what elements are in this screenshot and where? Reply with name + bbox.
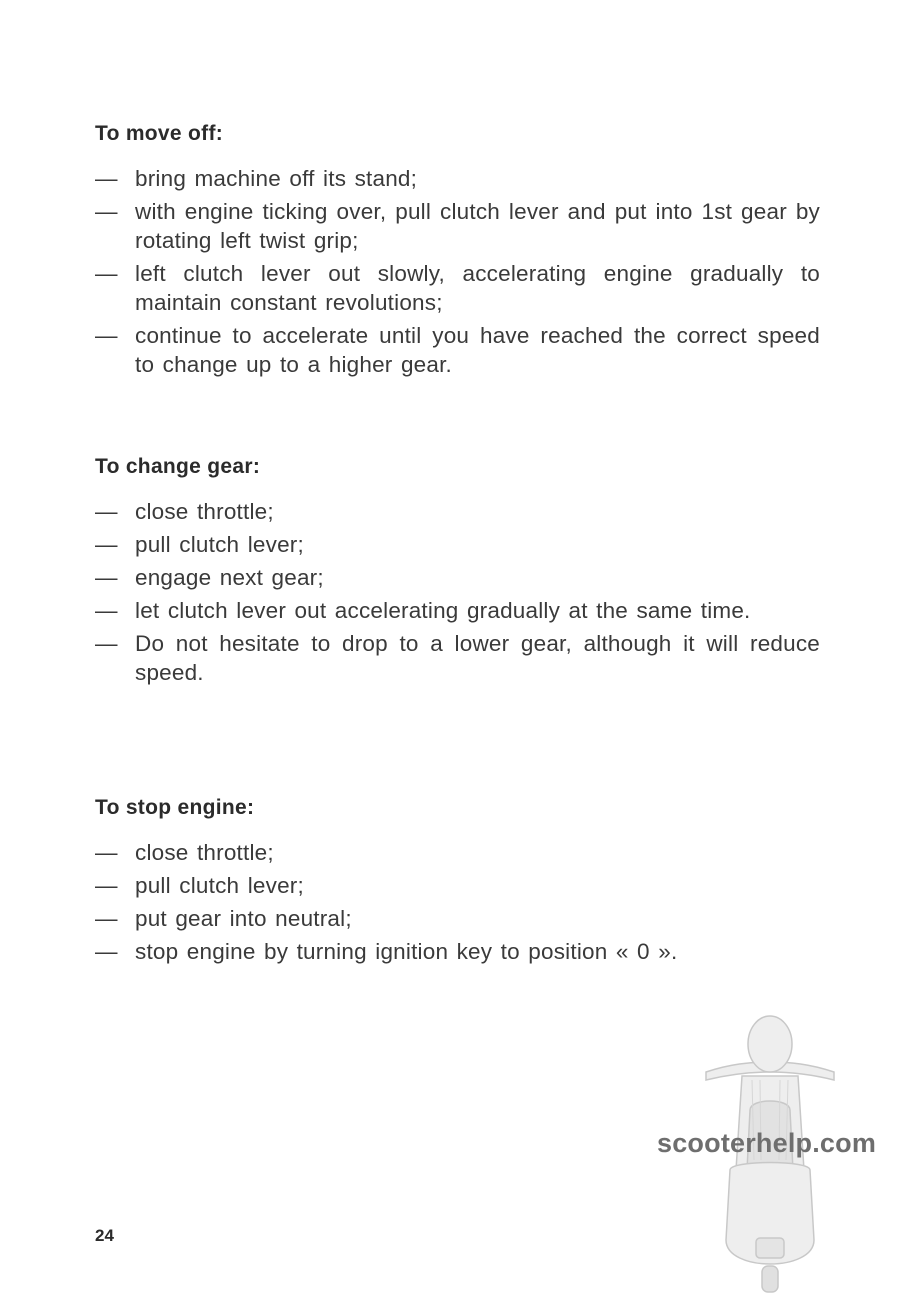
- step-text: left clutch lever out slowly, accelerating engine gradually to maintain constant revolutions;: [135, 261, 820, 315]
- step-text: with engine ticking over, pull clutch lever and put into 1st gear by rotating left twist grip;: [135, 199, 820, 253]
- dash-bullet: —: [95, 199, 118, 224]
- step-text: engage next gear;: [135, 565, 324, 590]
- stop-engine-steps: [95, 838, 820, 966]
- dash-bullet: —: [95, 873, 118, 898]
- list-item: [95, 164, 820, 193]
- section-stop-engine: [95, 796, 820, 970]
- dash-bullet: —: [95, 499, 118, 524]
- list-item: [95, 197, 820, 255]
- step-text: Do not hesitate to drop to a lower gear, although it will reduce speed.: [135, 631, 820, 685]
- list-item: [95, 321, 820, 379]
- section-change-gear: [95, 455, 820, 691]
- step-text: close throttle;: [135, 499, 274, 524]
- step-text: stop engine by turning ignition key to position « 0 ».: [135, 939, 678, 964]
- step-text: pull clutch lever;: [135, 532, 304, 557]
- dash-bullet: —: [95, 565, 118, 590]
- step-text: close throttle;: [135, 840, 274, 865]
- list-item: [95, 871, 820, 900]
- list-item: [95, 937, 820, 966]
- list-item: [95, 838, 820, 867]
- step-text: put gear into neutral;: [135, 906, 352, 931]
- dash-bullet: —: [95, 261, 118, 286]
- page-number: 24: [95, 1226, 114, 1245]
- dash-bullet: —: [95, 323, 118, 348]
- dash-bullet: —: [95, 631, 118, 656]
- list-item: [95, 497, 820, 526]
- step-text: bring machine off its stand;: [135, 166, 418, 191]
- change-gear-steps: [95, 497, 820, 687]
- dash-bullet: —: [95, 598, 118, 623]
- list-item: [95, 563, 820, 592]
- list-item: [95, 596, 820, 625]
- dash-bullet: —: [95, 906, 118, 931]
- dash-bullet: —: [95, 840, 118, 865]
- dash-bullet: —: [95, 532, 118, 557]
- list-item: [95, 530, 820, 559]
- watermark: scooterhelp.com: [657, 1128, 877, 1158]
- dash-bullet: —: [95, 166, 118, 191]
- step-text: let clutch lever out accelerating gradually at the same time.: [135, 598, 751, 623]
- list-item: [95, 904, 820, 933]
- heading-move-off: To move off:: [95, 122, 224, 145]
- heading-change-gear: To change gear:: [95, 455, 261, 478]
- heading-stop-engine: To stop engine:: [95, 796, 255, 819]
- list-item: [95, 629, 820, 687]
- section-move-off: [95, 122, 820, 383]
- step-text: pull clutch lever;: [135, 873, 304, 898]
- move-off-steps: [95, 164, 820, 379]
- step-text: continue to accelerate until you have reached the correct speed to change up to a higher gear.: [135, 323, 820, 377]
- dash-bullet: —: [95, 939, 118, 964]
- list-item: [95, 259, 820, 317]
